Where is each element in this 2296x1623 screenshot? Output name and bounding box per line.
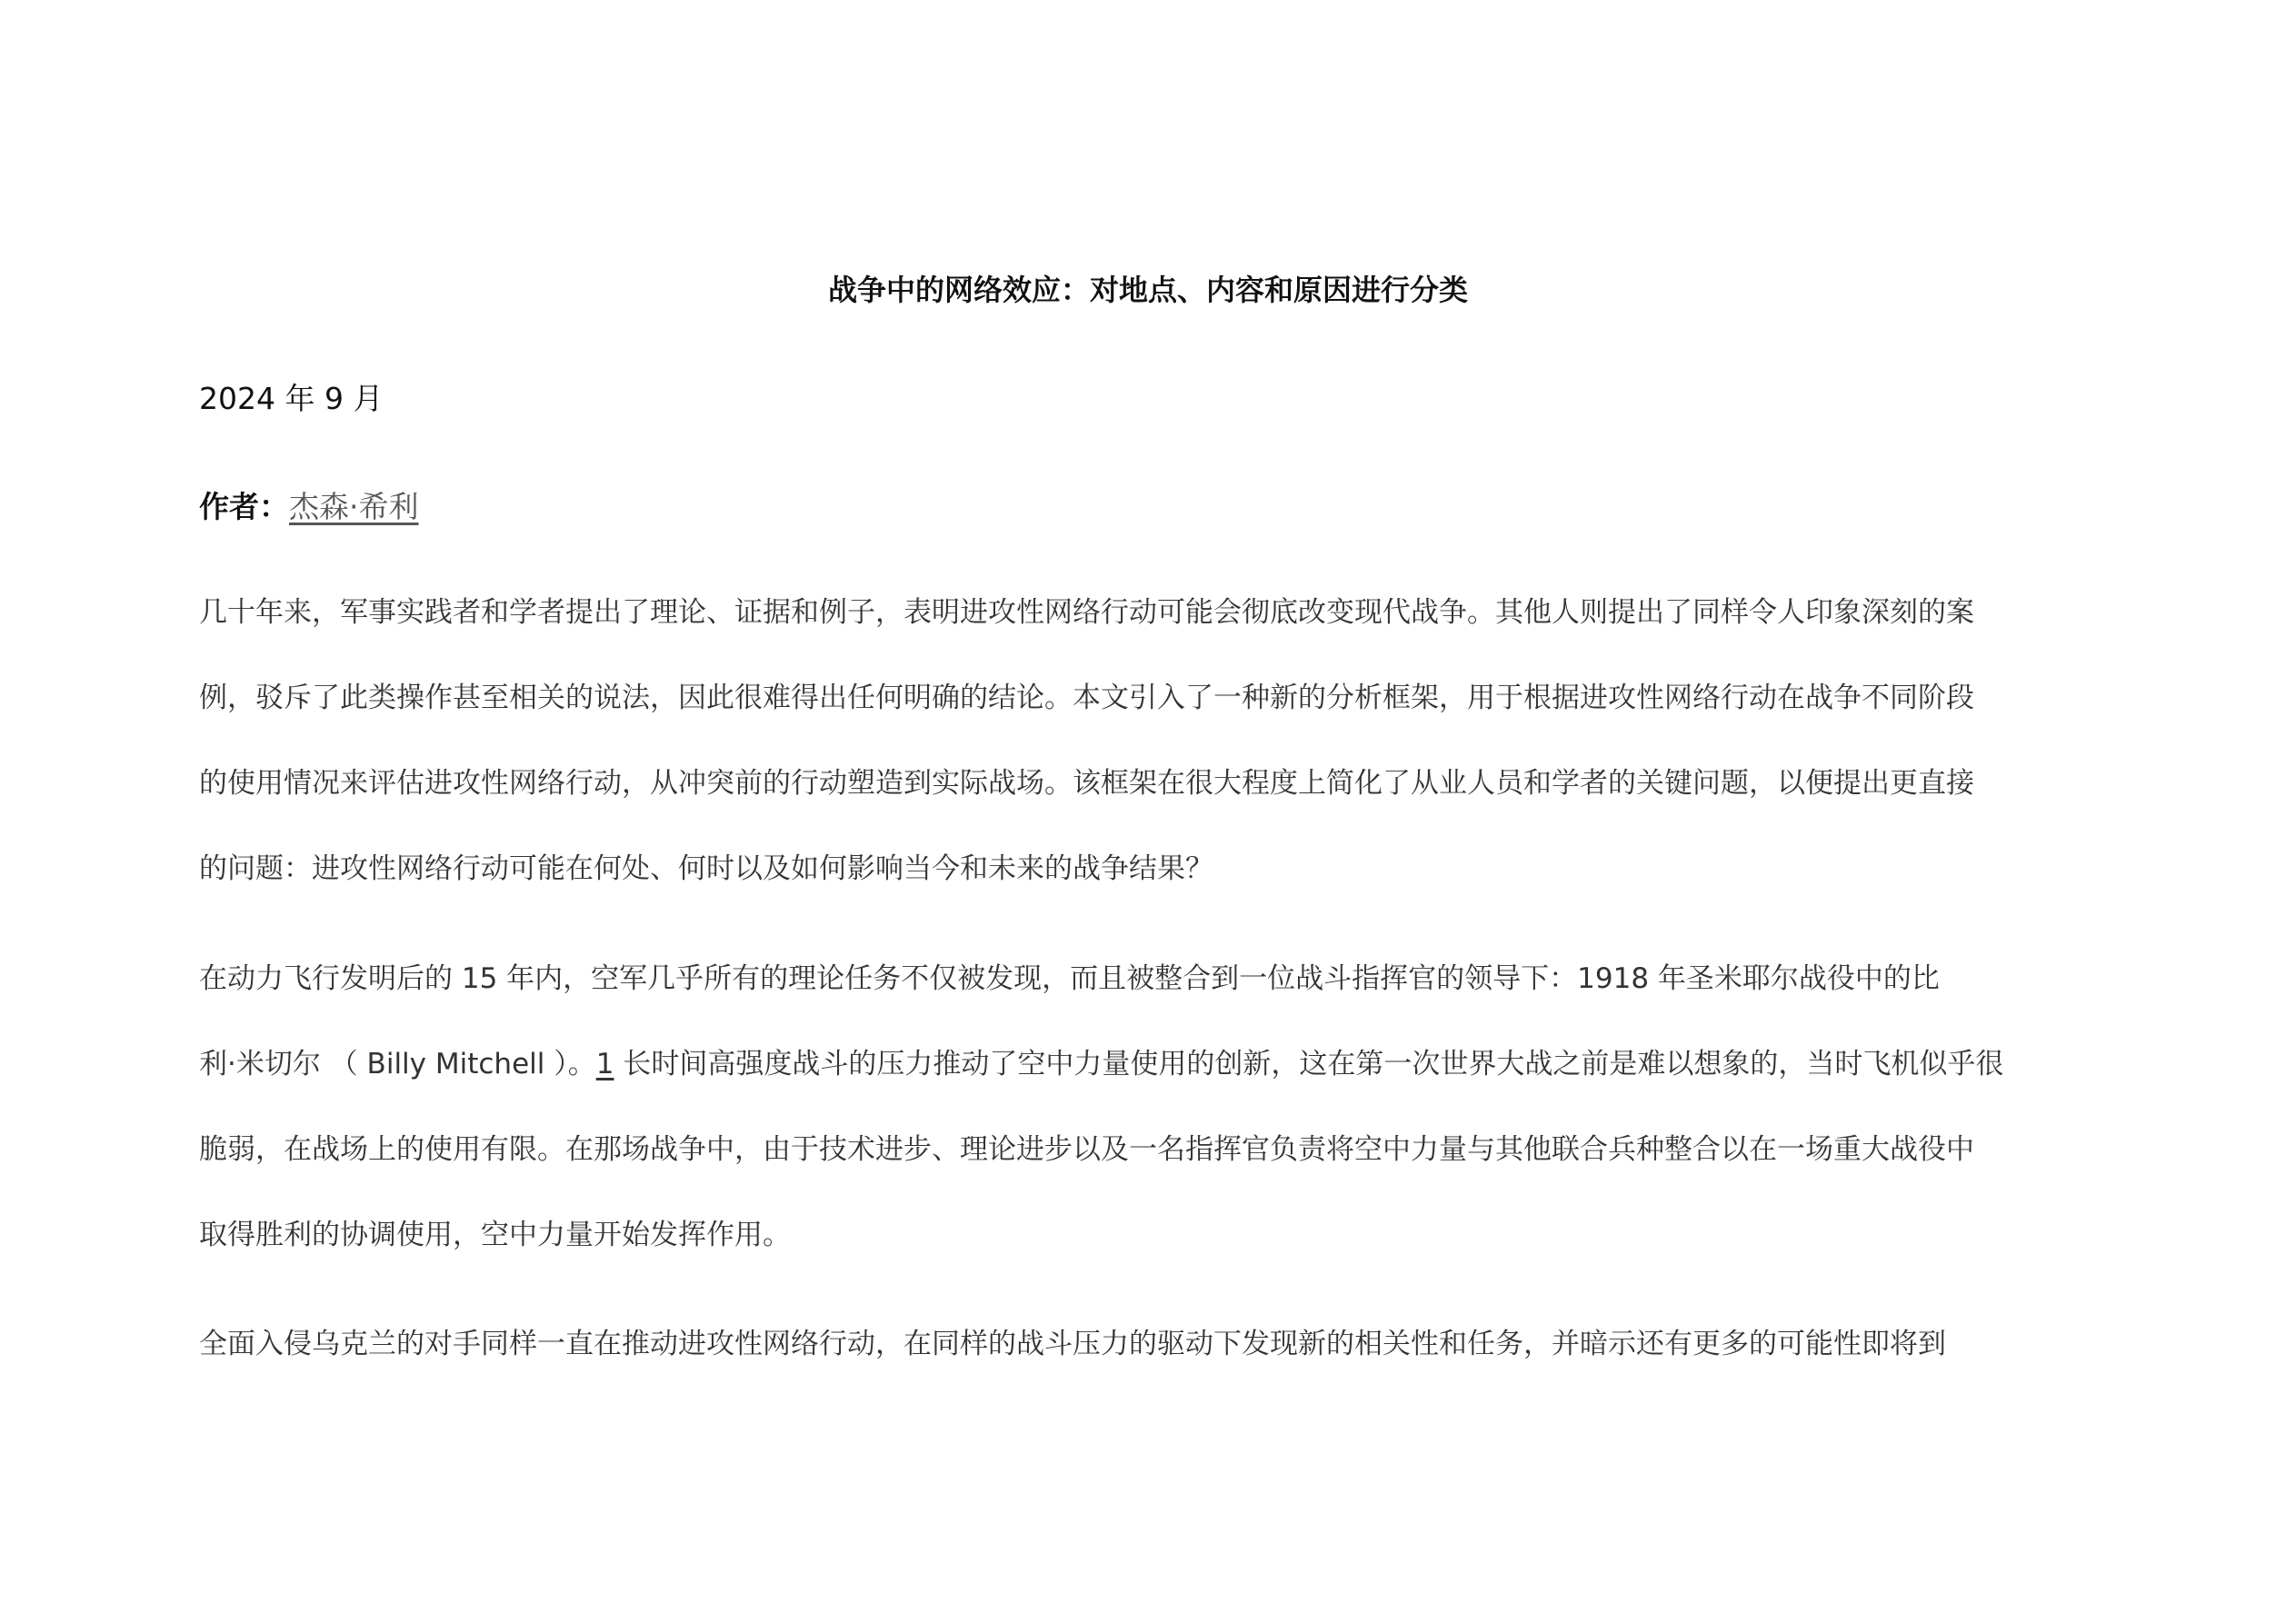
author-link[interactable]: 杰森·希利 bbox=[289, 489, 419, 524]
paragraph-line: 取得胜利的协调使用，空中力量开始发挥作用。 bbox=[199, 1219, 791, 1251]
paragraph-line: 在动力飞行发明后的 15 年内，空军几乎所有的理论任务不仅被发现，而且被整合到一位战斗指挥官的领导下：1918 年圣米耶尔战役中的比 bbox=[199, 962, 1940, 995]
author-line bbox=[199, 486, 419, 528]
paragraph-line bbox=[199, 1021, 2108, 1107]
paragraph-line: 的使用情况来评估进攻性网络行动，从冲突前的行动塑造到实际战场。该框架在很大程度上简化了从业人员和学者的关键问题，以便提出更直接 bbox=[199, 767, 1974, 800]
line-text: 长时间高强度战斗的压力推动了空中力量使用的创新，这在第一次世界大战之前是难以想象的，当时飞机似乎很 bbox=[614, 1048, 2004, 1080]
document-title: 战争中的网络效应：对地点、内容和原因进行分类 bbox=[827, 273, 1468, 307]
line-text: 利·米切尔 （ Billy Mitchell ）。 bbox=[199, 1048, 596, 1080]
paragraph-abstract bbox=[199, 570, 2108, 911]
paragraph-line: 脆弱，在战场上的使用有限。在那场战争中，由于技术进步、理论进步以及一名指挥官负责将空中力量与其他联合兵种整合以在一场重大战役中 bbox=[199, 1133, 1974, 1166]
paragraph-line: 例，驳斥了此类操作甚至相关的说法，因此很难得出任何明确的结论。本文引入了一种新的分析框架，用于根据进攻性网络行动在战争不同阶段 bbox=[199, 682, 1974, 714]
author-label: 作者： bbox=[199, 489, 289, 524]
paragraph-line: 的问题：进攻性网络行动可能在何处、何时以及如何影响当今和未来的战争结果？ bbox=[199, 852, 1213, 885]
publication-date: 2024 年 9 月 bbox=[199, 381, 384, 416]
paragraph-line: 全面入侵乌克兰的对手同样一直在推动进攻性网络行动，在同样的战斗压力的驱动下发现新的相关性和任务，并暗示还有更多的可能性即将到 bbox=[199, 1328, 1946, 1360]
paragraph-airpower bbox=[199, 936, 2108, 1278]
paragraph-ukraine bbox=[199, 1301, 2108, 1387]
footnote-link[interactable]: 1 bbox=[595, 1048, 614, 1080]
paragraph-line: 几十年来，军事实践者和学者提出了理论、证据和例子，表明进攻性网络行动可能会彻底改变现代战争。其他人则提出了同样令人印象深刻的案 bbox=[199, 596, 1974, 629]
